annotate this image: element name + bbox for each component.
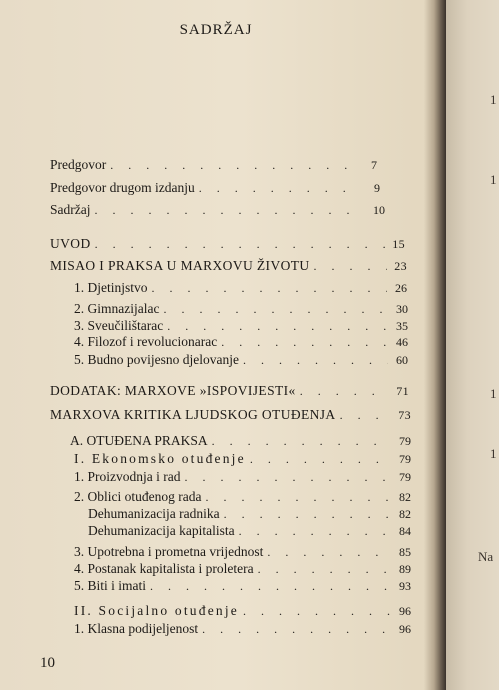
toc-label: 1. Proizvodnja i rad [74,469,181,484]
toc-page-number: 60 [396,353,408,367]
page-number: 10 [40,655,55,671]
leader-dots [110,157,357,173]
toc-label: Dehumanizacija radnika [88,506,220,521]
leader-dots [199,180,360,196]
toc-page-number: 23 [394,259,407,273]
toc-page-number: 9 [374,181,380,195]
toc-page-number: 79 [399,452,411,466]
leader-dots [243,603,391,619]
toc-label: MARXOVA KRITIKA LJUDSKOG OTUĐENJA [50,407,336,422]
toc-label: MISAO I PRAKSA U MARXOVU ŽIVOTU [50,258,310,273]
leader-dots [150,578,391,594]
toc-entry-uvod [50,236,405,252]
toc-label: 4. Filozof i revolucionarac [74,334,218,349]
toc-label: 3. Upotrebna i prometna vrijednost [74,544,264,559]
toc-page-number: 46 [396,335,408,349]
toc-entry-filozof-i-revolucionarac [74,334,408,350]
toc-label: 4. Postanak kapitalista i proletera [74,561,254,576]
toc-page-number: 93 [399,579,411,593]
toc-label: Dehumanizacija kapitalista [88,523,235,538]
toc-entry-misao-i-praksa [50,258,407,274]
facing-page-fragment: 1 [490,172,497,187]
toc-entry-otudena-praksa [70,433,411,449]
toc-entry-dehumanizacija-kapitalista [88,523,411,539]
toc-label: A. OTUĐENA PRAKSA [70,433,208,448]
facing-page-fragment: 1 [490,92,497,107]
toc-label: I. Ekonomsko otuđenje [74,451,246,466]
toc-page-number: 15 [392,237,405,251]
leader-dots [243,352,388,368]
leader-dots [250,451,391,467]
toc-entry-predgovor-drugom-izdanju [50,180,380,196]
toc-label: 5. Biti i imati [74,578,147,593]
toc-label: Predgovor [50,157,107,172]
toc-label: 1. Djetinjstvo [74,280,148,295]
toc-entry-sadrzaj [50,202,385,218]
toc-entry-budno-povijesno-djelovanje [74,352,408,368]
leader-dots [163,301,388,317]
toc-label: 3. Sveučilištarac [74,318,164,333]
toc-label: 1. Klasna podijeljenost [74,621,199,636]
toc-label: 5. Budno povijesno djelovanje [74,352,239,367]
toc-entry-proizvodnja-i-rad [74,469,411,485]
leader-dots [267,544,391,560]
book-gutter [424,0,446,690]
leader-dots [258,561,391,577]
toc-label: Predgovor drugom izdanju [50,180,195,195]
book-page-right-edge [446,0,499,690]
toc-entry-oblici-otudenog-rada [74,489,411,505]
toc-page-number: 71 [396,384,409,398]
toc-entry-marxova-kritika [50,407,411,423]
leader-dots [205,489,391,505]
facing-page-fragment: 1 [490,446,497,461]
toc-page-number: 79 [399,434,411,448]
toc-label: Sadržaj [50,202,91,217]
page-title: SADRŽAJ [179,22,253,38]
toc-page-number: 82 [399,490,411,504]
facing-page-fragment: 1 [490,386,497,401]
leader-dots [94,202,365,218]
toc-label: 2. Gimnazijalac [74,301,160,316]
leader-dots [239,523,391,539]
leader-dots [152,280,388,296]
toc-entry-djetinjstvo [74,280,407,296]
leader-dots [95,236,385,252]
toc-label: 2. Oblici otuđenog rada [74,489,202,504]
facing-page-fragment: Na [478,549,494,564]
toc-page-number: 96 [399,622,411,636]
leader-dots [314,258,387,274]
toc-page-number: 30 [396,302,408,316]
toc-entry-klasna-podijeljenost [74,621,411,637]
leader-dots [212,433,391,449]
toc-entry-postanak-kapitalista-i-proletera [74,561,411,577]
toc-page-number: 82 [399,507,411,521]
toc-page-number: 89 [399,562,411,576]
leader-dots [221,334,388,350]
toc-entry-biti-i-imati [74,578,411,594]
leader-dots [340,407,391,423]
toc-entry-socijalno-otudenje [74,603,411,619]
toc-label: UVOD [50,236,91,251]
toc-entry-predgovor [50,157,377,173]
toc-entry-dodatak [50,383,409,399]
toc-page-number: 84 [399,524,411,538]
leader-dots [224,506,391,522]
toc-page-number: 26 [395,281,407,295]
leader-dots [202,621,391,637]
toc-page-number: 10 [373,203,385,217]
toc-entry-dehumanizacija-radnika [88,506,411,522]
toc-label: DODATAK: MARXOVE »ISPOVIJESTI« [50,383,296,398]
toc-entry-ekonomsko-otudenje [74,451,411,467]
toc-page-number: 96 [399,604,411,618]
toc-page-number: 79 [399,470,411,484]
toc-page-number: 73 [398,408,411,422]
leader-dots [184,469,391,485]
toc-label: II. Socijalno otuđenje [74,603,239,618]
toc-entry-upotrebna-i-prometna-vrijednost [74,544,411,560]
toc-page-number: 7 [371,158,377,172]
toc-page-number: 35 [396,319,408,333]
leader-dots [167,318,388,334]
toc-entry-sveucilistarac [74,318,408,334]
leader-dots [300,383,389,399]
toc-page-number: 85 [399,545,411,559]
toc-entry-gimnazijalac [74,301,408,317]
